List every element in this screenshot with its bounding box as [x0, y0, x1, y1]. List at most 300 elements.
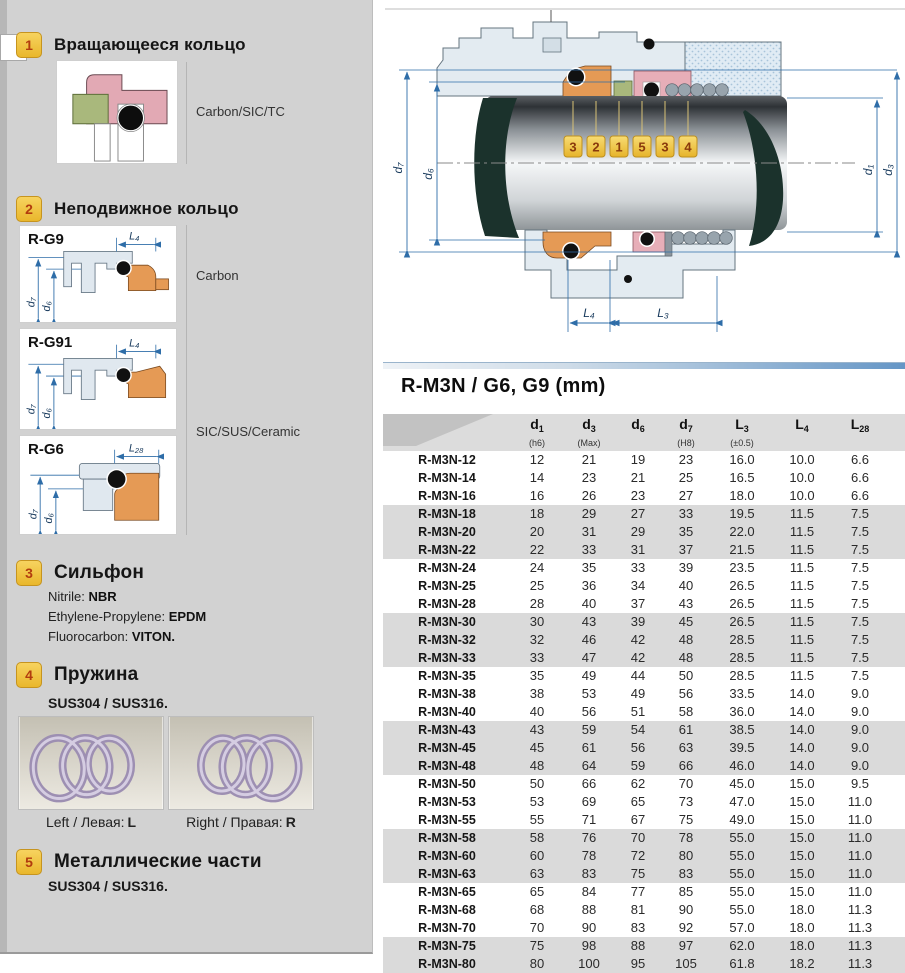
value-cell: 21: [630, 470, 646, 485]
rg9-l4-label: L₄: [129, 230, 140, 243]
dim-d1-label: d₁: [861, 164, 875, 176]
table-row: [383, 703, 905, 721]
value-cell: 83: [630, 920, 646, 935]
value-cell: 11.3: [847, 902, 873, 917]
value-cell: 77: [630, 884, 646, 899]
value-cell: 55.0: [729, 866, 755, 881]
table-row: [383, 847, 905, 865]
value-cell: 55.0: [729, 884, 755, 899]
rg6-d7-label: d₇: [27, 509, 40, 520]
value-cell: 58: [529, 830, 545, 845]
value-cell: 14.0: [789, 704, 815, 719]
value-cell: 23.5: [729, 560, 755, 575]
model-cell: R-M3N-38: [418, 687, 476, 701]
value-cell: 9.0: [850, 740, 870, 755]
value-cell: 7.5: [850, 506, 870, 521]
value-cell: 33.5: [729, 686, 755, 701]
section-5-badge: 5: [16, 849, 42, 875]
section-stationary-ring-header: [16, 196, 239, 222]
value-cell: 50: [529, 776, 545, 791]
value-cell: 105: [675, 956, 697, 971]
value-cell: 18.2: [789, 956, 815, 971]
model-cell: R-M3N-70: [418, 921, 476, 935]
section-1-badge: 1: [16, 32, 42, 58]
row-filler: [889, 541, 905, 559]
value-cell: 22.0: [729, 524, 755, 539]
table-header: [383, 414, 905, 451]
value-cell: 45: [678, 614, 694, 629]
model-cell: R-M3N-28: [418, 597, 476, 611]
value-cell: 81: [630, 902, 646, 917]
row-filler: [889, 919, 905, 937]
table-row: [383, 883, 905, 901]
value-cell: 37: [678, 542, 694, 557]
row-filler: [889, 775, 905, 793]
value-cell: 15.0: [789, 848, 815, 863]
value-cell: 53: [529, 794, 545, 809]
value-cell: 6.6: [850, 452, 870, 467]
table-row: [383, 901, 905, 919]
value-cell: 16.0: [729, 452, 755, 467]
column-header-d3: $d_3$ (Max): [577, 416, 601, 448]
row-filler: [889, 577, 905, 595]
model-cell: R-M3N-30: [418, 615, 476, 629]
value-cell: 70: [630, 830, 646, 845]
spring-left-photo: [18, 716, 164, 810]
value-cell: 21.5: [729, 542, 755, 557]
rg91-figure: [19, 328, 177, 430]
column-header-L4: $L_4$: [795, 416, 809, 434]
model-cell: R-M3N-80: [418, 957, 476, 971]
value-cell: 100: [578, 956, 600, 971]
value-cell: 25: [529, 578, 545, 593]
value-cell: 15.0: [789, 884, 815, 899]
value-cell: 90: [678, 902, 694, 917]
row-filler: [889, 667, 905, 685]
value-cell: 69: [581, 794, 597, 809]
value-cell: 18.0: [789, 920, 815, 935]
value-cell: 49.0: [729, 812, 755, 827]
value-cell: 80: [678, 848, 694, 863]
value-cell: 24: [529, 560, 545, 575]
section-4-badge: 4: [16, 662, 42, 688]
value-cell: 83: [678, 866, 694, 881]
value-cell: 65: [529, 884, 545, 899]
spring-right-caption: [168, 814, 314, 830]
value-cell: 11.3: [847, 938, 873, 953]
row-filler: [889, 487, 905, 505]
value-cell: 23: [581, 470, 597, 485]
table-row: [383, 505, 905, 523]
dimension-table-wrap: [383, 414, 905, 973]
value-cell: 11.0: [847, 794, 873, 809]
dimension-table: [383, 414, 905, 973]
table-row: [383, 631, 905, 649]
section-metal-parts-header: [16, 849, 262, 875]
model-cell: R-M3N-24: [418, 561, 476, 575]
spring-left-caption-text: Left / Левая:: [45, 814, 125, 830]
value-cell: 15.0: [789, 812, 815, 827]
value-cell: 11.5: [789, 542, 815, 557]
callout-2: 2: [592, 139, 600, 155]
material-label: Fluorocarbon:: [48, 629, 129, 644]
row-filler: [889, 901, 905, 919]
section-2-badge: 2: [16, 196, 42, 222]
value-cell: 43: [678, 596, 694, 611]
value-cell: 28.5: [729, 668, 755, 683]
value-cell: 39: [630, 614, 646, 629]
spring-right-photo: [168, 716, 314, 810]
row-filler: [889, 721, 905, 739]
value-cell: 61: [678, 722, 694, 737]
value-cell: 26.5: [729, 578, 755, 593]
value-cell: 35: [678, 524, 694, 539]
value-cell: 76: [581, 830, 597, 845]
value-cell: 67: [630, 812, 646, 827]
value-cell: 46.0: [729, 758, 755, 773]
callout-5: 5: [638, 139, 646, 155]
material-label: Nitrile:: [48, 589, 85, 604]
value-cell: 11.0: [847, 830, 873, 845]
table-row: [383, 829, 905, 847]
value-cell: 58: [678, 704, 694, 719]
row-filler: [889, 505, 905, 523]
value-cell: 7.5: [850, 578, 870, 593]
value-cell: 42: [630, 632, 646, 647]
value-cell: 37: [630, 596, 646, 611]
bellows-material-epdm: [48, 609, 206, 624]
value-cell: 47: [581, 650, 597, 665]
rg6-figure: [19, 435, 177, 535]
value-cell: 40: [529, 704, 545, 719]
value-cell: 29: [630, 524, 646, 539]
model-cell: R-M3N-55: [418, 813, 476, 827]
table-row: [383, 667, 905, 685]
value-cell: 33: [630, 560, 646, 575]
value-cell: 75: [678, 812, 694, 827]
value-cell: 14: [529, 470, 545, 485]
column-header-L3: $L_3$ (±0.5): [730, 416, 754, 448]
row-filler: [889, 595, 905, 613]
value-cell: 10.0: [789, 488, 815, 503]
value-cell: 78: [678, 830, 694, 845]
value-cell: 18.0: [729, 488, 755, 503]
value-cell: 28: [529, 596, 545, 611]
value-cell: 38.5: [729, 722, 755, 737]
row-filler: [889, 703, 905, 721]
table-row: [383, 685, 905, 703]
rg91-d6-label: d₆: [40, 408, 53, 419]
bellows-material-nbr: [48, 589, 117, 604]
table-row: [383, 865, 905, 883]
row-filler: [889, 613, 905, 631]
value-cell: 26.5: [729, 614, 755, 629]
spring-right-drawing: [169, 717, 313, 809]
bellows-material-viton: [48, 629, 175, 644]
spring-right-caption-text: Right / Правая:: [186, 814, 283, 830]
value-cell: 80: [529, 956, 545, 971]
value-cell: 92: [678, 920, 694, 935]
model-cell: R-M3N-16: [418, 489, 476, 503]
value-cell: 53: [581, 686, 597, 701]
value-cell: 15.0: [789, 830, 815, 845]
section-5-title: Металлические части: [54, 851, 262, 872]
value-cell: 11.5: [789, 578, 815, 593]
value-cell: 56: [678, 686, 694, 701]
row-filler: [889, 631, 905, 649]
table-row: [383, 811, 905, 829]
model-cell: R-M3N-18: [418, 507, 476, 521]
section-2-title: Неподвижное кольцо: [54, 199, 239, 218]
model-cell: R-M3N-12: [418, 453, 476, 467]
row-filler: [889, 847, 905, 865]
dim-l4-label: L₄: [583, 306, 595, 320]
metal-parts-material: SUS304 / SUS316.: [48, 878, 168, 894]
table-row: [383, 451, 905, 469]
value-cell: 9.5: [850, 776, 870, 791]
table-row: [383, 649, 905, 667]
model-column-header: [383, 414, 511, 451]
value-cell: 44: [630, 668, 646, 683]
value-cell: 78: [581, 848, 597, 863]
section-spring-header: [16, 662, 138, 688]
value-cell: 16.5: [729, 470, 755, 485]
model-cell: R-M3N-50: [418, 777, 476, 791]
model-cell: R-M3N-35: [418, 669, 476, 683]
value-cell: 36.0: [729, 704, 755, 719]
value-cell: 33: [678, 506, 694, 521]
value-cell: 11.5: [789, 632, 815, 647]
material-value: NBR: [88, 589, 117, 604]
value-cell: 11.5: [789, 668, 815, 683]
dim-d6-label: d₆: [421, 168, 435, 180]
rg9-d7-label: d₇: [25, 297, 38, 308]
value-cell: 20: [529, 524, 545, 539]
value-cell: 11.0: [847, 884, 873, 899]
table-row: [383, 487, 905, 505]
row-filler: [889, 793, 905, 811]
value-cell: 11.5: [789, 506, 815, 521]
column-header-L28: $L_{28}$: [850, 416, 870, 434]
spring-left-caption: [18, 814, 164, 830]
model-cell: R-M3N-40: [418, 705, 476, 719]
value-cell: 29: [581, 506, 597, 521]
value-cell: 11.5: [789, 596, 815, 611]
seal-assembly-diagram: [385, 8, 905, 360]
value-cell: 55.0: [729, 830, 755, 845]
value-cell: 7.5: [850, 596, 870, 611]
rg9-label: R-G9: [28, 231, 64, 248]
row-filler: [889, 757, 905, 775]
section-rotating-ring-header: [16, 32, 246, 58]
model-cell: R-M3N-63: [418, 867, 476, 881]
value-cell: 9.0: [850, 722, 870, 737]
value-cell: 31: [630, 542, 646, 557]
value-cell: 68: [529, 902, 545, 917]
value-cell: 66: [678, 758, 694, 773]
value-cell: 59: [581, 722, 597, 737]
value-cell: 70: [678, 776, 694, 791]
value-cell: 88: [581, 902, 597, 917]
value-cell: 75: [630, 866, 646, 881]
value-cell: 62.0: [729, 938, 755, 953]
value-cell: 14.0: [789, 722, 815, 737]
value-cell: 47.0: [729, 794, 755, 809]
value-cell: 39.5: [729, 740, 755, 755]
value-cell: 26.5: [729, 596, 755, 611]
value-cell: 14.0: [789, 686, 815, 701]
value-cell: 60: [529, 848, 545, 863]
material-value: EPDM: [168, 609, 207, 624]
value-cell: 22: [529, 542, 545, 557]
value-cell: 18: [529, 506, 545, 521]
value-cell: 23: [678, 452, 694, 467]
value-cell: 98: [581, 938, 597, 953]
callout-4: 4: [684, 139, 692, 155]
model-cell: R-M3N-60: [418, 849, 476, 863]
value-cell: 27: [678, 488, 694, 503]
row-filler: [889, 955, 905, 973]
value-cell: 7.5: [850, 524, 870, 539]
model-cell: R-M3N-32: [418, 633, 476, 647]
value-cell: 27: [630, 506, 646, 521]
value-cell: 45.0: [729, 776, 755, 791]
value-cell: 21: [581, 452, 597, 467]
value-cell: 40: [678, 578, 694, 593]
value-cell: 16: [529, 488, 545, 503]
value-cell: 11.5: [789, 524, 815, 539]
material-label: Ethylene-Propylene:: [48, 609, 166, 624]
value-cell: 33: [581, 542, 597, 557]
row-filler: [889, 865, 905, 883]
callout-3a: 3: [569, 139, 577, 155]
value-cell: 10.0: [789, 452, 815, 467]
table-row: [383, 739, 905, 757]
table-row: [383, 937, 905, 955]
rg6-label: R-G6: [28, 441, 64, 458]
value-cell: 63: [678, 740, 694, 755]
table-row: [383, 577, 905, 595]
model-cell: R-M3N-45: [418, 741, 476, 755]
model-cell: R-M3N-48: [418, 759, 476, 773]
value-cell: 18.0: [789, 902, 815, 917]
value-cell: 35: [529, 668, 545, 683]
value-cell: 51: [630, 704, 646, 719]
value-cell: 73: [678, 794, 694, 809]
value-cell: 62: [630, 776, 646, 791]
column-header-d6: $d_6$: [631, 416, 645, 434]
table-row: [383, 559, 905, 577]
value-cell: 34: [630, 578, 646, 593]
value-cell: 85: [678, 884, 694, 899]
table-row: [383, 523, 905, 541]
value-cell: 63: [529, 866, 545, 881]
header-decoration: [383, 414, 493, 446]
rg91-l4-label: L₄: [129, 337, 140, 350]
value-cell: 72: [630, 848, 646, 863]
row-filler: [889, 649, 905, 667]
table-title: R-M3N / G6, G9 (mm): [401, 375, 606, 397]
model-cell: R-M3N-65: [418, 885, 476, 899]
value-cell: 9.0: [850, 686, 870, 701]
value-cell: 11.5: [789, 560, 815, 575]
value-cell: 56: [630, 740, 646, 755]
value-cell: 9.0: [850, 704, 870, 719]
section-2-divider: [186, 225, 187, 535]
rg6-material: SIC/SUS/Ceramic: [196, 424, 301, 439]
rg9-material: Carbon: [196, 268, 239, 283]
model-cell: R-M3N-58: [418, 831, 476, 845]
model-cell: R-M3N-43: [418, 723, 476, 737]
model-cell: R-M3N-53: [418, 795, 476, 809]
value-cell: 11.3: [847, 920, 873, 935]
value-cell: 97: [678, 938, 694, 953]
model-cell: R-M3N-75: [418, 939, 476, 953]
model-cell: R-M3N-25: [418, 579, 476, 593]
row-filler: [889, 559, 905, 577]
value-cell: 48: [678, 650, 694, 665]
row-filler: [889, 451, 905, 469]
table-row: [383, 955, 905, 973]
row-filler: [889, 883, 905, 901]
value-cell: 7.5: [850, 650, 870, 665]
dim-d7-label: d₇: [391, 162, 405, 174]
value-cell: 55.0: [729, 902, 755, 917]
value-cell: 7.5: [850, 632, 870, 647]
value-cell: 50: [678, 668, 694, 683]
column-header-d1: $d_1$ (h6): [528, 416, 545, 448]
table-row: [383, 919, 905, 937]
value-cell: 6.6: [850, 488, 870, 503]
value-cell: 7.5: [850, 614, 870, 629]
section-bellows-header: [16, 560, 144, 586]
value-cell: 40: [581, 596, 597, 611]
value-cell: 70: [529, 920, 545, 935]
row-filler: [889, 469, 905, 487]
section-4-title: Пружина: [54, 664, 139, 685]
value-cell: 84: [581, 884, 597, 899]
value-cell: 25: [678, 470, 694, 485]
value-cell: 38: [529, 686, 545, 701]
value-cell: 83: [581, 866, 597, 881]
value-cell: 48: [678, 632, 694, 647]
rotating-ring-figure: [56, 60, 178, 164]
value-cell: 7.5: [850, 542, 870, 557]
value-cell: 19.5: [729, 506, 755, 521]
value-cell: 46: [581, 632, 597, 647]
value-cell: 55.0: [729, 848, 755, 863]
row-filler: [889, 739, 905, 757]
value-cell: 15.0: [789, 794, 815, 809]
value-cell: 15.0: [789, 776, 815, 791]
dim-l3-label: L₃: [657, 306, 669, 320]
value-cell: 32: [529, 632, 545, 647]
spring-right-caption-letter: R: [285, 814, 296, 830]
value-cell: 39: [678, 560, 694, 575]
value-cell: 33: [529, 650, 545, 665]
model-cell: R-M3N-33: [418, 651, 476, 665]
table-row: [383, 757, 905, 775]
value-cell: 11.5: [789, 614, 815, 629]
value-cell: 61.8: [729, 956, 755, 971]
value-cell: 31: [581, 524, 597, 539]
value-cell: 35: [581, 560, 597, 575]
value-cell: 64: [581, 758, 597, 773]
value-cell: 45: [529, 740, 545, 755]
value-cell: 48: [529, 758, 545, 773]
value-cell: 15.0: [789, 866, 815, 881]
table-row: [383, 775, 905, 793]
